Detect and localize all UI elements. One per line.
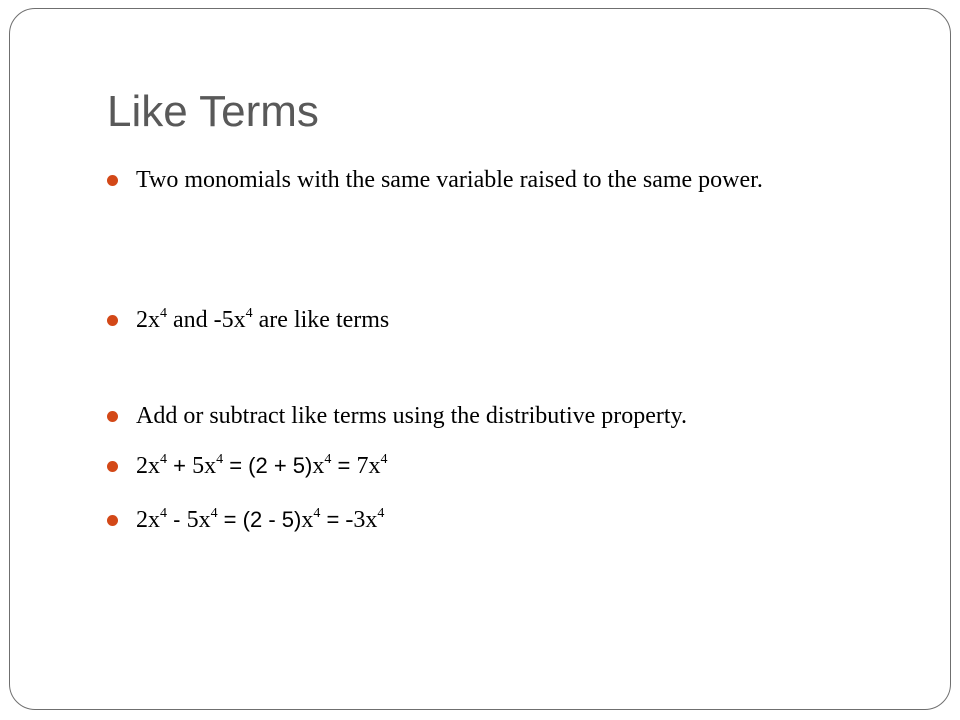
result-term: 7x bbox=[356, 453, 381, 479]
exponent: 4 bbox=[210, 506, 218, 521]
variable: x bbox=[312, 453, 325, 479]
bullet-item-subtraction-example bbox=[107, 504, 867, 536]
equals-sign: = bbox=[217, 507, 243, 532]
text-segment: and -5x bbox=[167, 307, 246, 333]
parenthesized-difference: (2 - 5) bbox=[242, 507, 302, 532]
equals-sign: = bbox=[223, 453, 249, 478]
equation-subtraction bbox=[136, 504, 867, 536]
exponent: 4 bbox=[380, 452, 388, 467]
bullet-text: Two monomials with the same variable raised to the same power. bbox=[136, 167, 763, 193]
exponent: 4 bbox=[160, 506, 167, 521]
term-coefficient: 2x bbox=[136, 307, 160, 333]
operator: - bbox=[167, 507, 187, 532]
bullet-marker bbox=[107, 411, 118, 422]
exponent: 4 bbox=[377, 506, 385, 521]
bullet-marker bbox=[107, 515, 118, 526]
text-segment: are like terms bbox=[252, 307, 390, 333]
term: 5x bbox=[192, 453, 217, 479]
slide-title: Like Terms bbox=[107, 87, 319, 136]
bullet-marker bbox=[107, 461, 118, 472]
bullet-item-rule bbox=[107, 400, 867, 432]
term: 2x bbox=[136, 453, 160, 479]
equals-sign: = bbox=[320, 507, 346, 532]
exponent: 4 bbox=[160, 452, 167, 467]
term: 2x bbox=[136, 507, 160, 533]
variable: x bbox=[301, 507, 314, 533]
exponent: 4 bbox=[245, 306, 253, 321]
operator: + bbox=[167, 453, 193, 478]
bullet-marker bbox=[107, 175, 118, 186]
term: 5x bbox=[186, 507, 211, 533]
bullet-text: Add or subtract like terms using the distributive property. bbox=[136, 403, 688, 429]
bullet-text bbox=[136, 304, 867, 336]
bullet-item-example bbox=[107, 304, 867, 336]
parenthesized-sum: (2 + 5) bbox=[248, 453, 313, 478]
bullet-item-definition bbox=[107, 164, 867, 196]
equals-sign: = bbox=[331, 453, 357, 478]
bullet-item-addition-example bbox=[107, 450, 867, 482]
bullet-marker bbox=[107, 315, 118, 326]
exponent: 4 bbox=[313, 506, 321, 521]
result-term: -3x bbox=[345, 507, 378, 533]
exponent: 4 bbox=[216, 452, 224, 467]
exponent: 4 bbox=[160, 306, 167, 321]
exponent: 4 bbox=[324, 452, 332, 467]
equation-addition bbox=[136, 450, 867, 482]
